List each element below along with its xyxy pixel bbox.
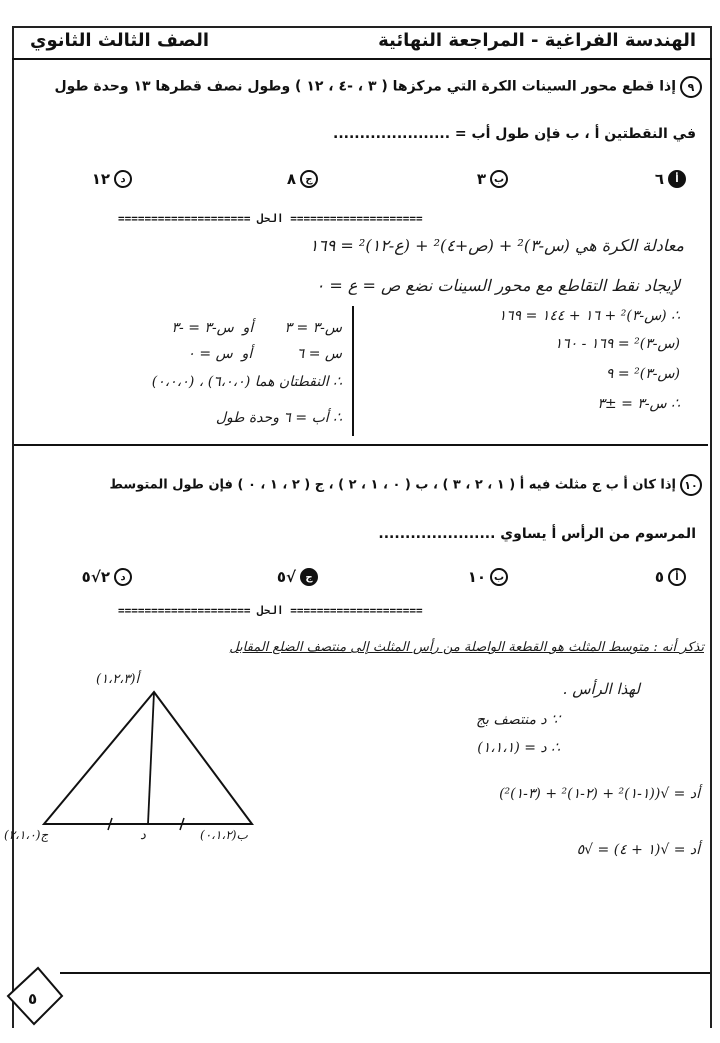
q10-triangle-diagram — [4, 668, 314, 868]
q9-solution-label: الحل — [257, 212, 284, 225]
q9-option-b-marker: ب — [490, 170, 508, 188]
q10-option-a-marker: أ — [668, 568, 686, 586]
q9-solution-separator: ==================== الحل ==================== — [118, 212, 423, 225]
q9-text-line1: إذا قطع محور السينات الكرة التي مركزها ( ٣ ، -٤ ، ١٢ ) وطول نصف قطرها ١٣ وحدة طول — [54, 78, 676, 95]
q9-number-badge: ٩ — [680, 76, 702, 98]
q9-option-a-marker: أ — [668, 170, 686, 188]
q9-option-d-value: ١٢ — [91, 170, 110, 188]
header-title-left: الصف الثالث الثانوي — [30, 30, 210, 51]
footer-rule — [60, 972, 710, 974]
q9-right-step3: (س-٣)² = ٩ — [605, 366, 680, 382]
q10-number-badge: ١٠ — [680, 474, 702, 496]
q10-option-c-value: √٥ — [276, 568, 296, 586]
q10-reminder: تذكر أنه : متوسط المثلث هو القطعة الواصلة من رأس المثلث إلى منتصف الضلع المقابل — [229, 640, 704, 655]
triangle-mid-label: د — [140, 828, 146, 843]
q10-text-line2: المرسوم من الرأس أ يساوي ...................... — [378, 526, 696, 542]
q10-option-b[interactable] — [468, 568, 508, 586]
triangle-apex-label: أ(١،٢،٣) — [96, 672, 140, 687]
q10-option-c[interactable] — [277, 568, 318, 586]
q10-option-a[interactable] — [655, 568, 686, 586]
page-number: ٥ — [28, 990, 38, 1008]
q10-solution-label: الحل — [257, 604, 284, 617]
q10-step2: ∴ د = (١،١،١) — [477, 740, 560, 756]
q9-right-step4: ∴ س-٣ = ±٣ — [597, 396, 680, 412]
q9-right-step1: ∴ (س-٣)² + ١٦ + ١٤٤ = ١٦٩ — [498, 308, 680, 324]
q10-line1 — [12, 474, 702, 496]
q10-option-a-value: ٥ — [654, 568, 664, 586]
q9-left-step2: س = ٦ أو س = ٠ — [187, 346, 342, 362]
header-rule — [12, 58, 712, 60]
q9-option-c-value: ٨ — [286, 170, 296, 188]
q9-left-step1: س-٣ = ٣ أو س-٣ = -٣ — [171, 320, 342, 336]
header-title-right: الهندسة الفراغية - المراجعة النهائية — [378, 30, 696, 51]
q10-reminder-line2: لهذا الرأس . — [562, 680, 640, 698]
q10-step3: أد = √((١-١)² + (٢-١)² + (٣-١)²) — [499, 786, 700, 802]
q10-option-d-marker: د — [114, 568, 132, 586]
q9-option-a[interactable] — [655, 170, 686, 188]
q10-text-line1: إذا كان أ ب ج مثلث فيه أ ( ١ ، ٢ ، ٣ ) ، ب ( ٠ ، ١ ، ٢ ) ، ج ( ٢ ، ١ ، ٠ ) فإن طول المتوسط — [109, 477, 676, 493]
q10-option-d[interactable] — [82, 568, 132, 586]
q9-option-a-value: ٦ — [654, 170, 664, 188]
q9-option-c-marker: ج — [300, 170, 318, 188]
q10-option-d-value: ٢√٥ — [81, 568, 110, 586]
q10-option-b-marker: ب — [490, 568, 508, 586]
q10-step1: ∵ د منتصف بج — [475, 712, 560, 728]
q10-step4: أد = √(١ + ٤) = √٥ — [576, 842, 700, 858]
q9-solution-line1: معادلة الكرة هي (س-٣)² + (ص+٤)² + (ع-١٢)² = ١٦٩ — [309, 236, 684, 255]
triangle-right-label: ب(٠،١،٢) — [200, 828, 248, 842]
q9-option-b-value: ٣ — [476, 170, 486, 188]
q9-left-step3: ∴ النقطتان هما (٦،٠،٠) ، (٠،٠،٠) — [151, 374, 342, 390]
q9-option-b[interactable] — [477, 170, 508, 188]
q9-right-step2: (س-٣)² = ١٦٩ - ١٦٠ — [554, 336, 680, 352]
q10-solution-separator: ==================== الحل ==================== — [118, 604, 423, 617]
q9-option-d[interactable] — [92, 170, 132, 188]
q9-line1 — [12, 76, 702, 98]
q9-option-d-marker: د — [114, 170, 132, 188]
q9-option-c[interactable] — [287, 170, 318, 188]
q10-option-b-value: ١٠ — [467, 568, 486, 586]
triangle-median — [148, 692, 154, 824]
q10-option-c-marker: ج — [300, 568, 318, 586]
q9-solution-divider — [352, 306, 354, 436]
q9-left-step4: ∴ أب = ٦ وحدة طول — [215, 410, 342, 426]
triangle-left-label: ج(٢،١،٠) — [4, 828, 49, 842]
q9-text-line2: في النقطتين أ ، ب فإن طول أب = ...................... — [333, 126, 696, 142]
q9-solution-line2: لإيجاد نقط التقاطع مع محور السينات نضع ص = ع = ٠ — [315, 276, 680, 295]
q9-bottom-rule — [14, 444, 708, 446]
